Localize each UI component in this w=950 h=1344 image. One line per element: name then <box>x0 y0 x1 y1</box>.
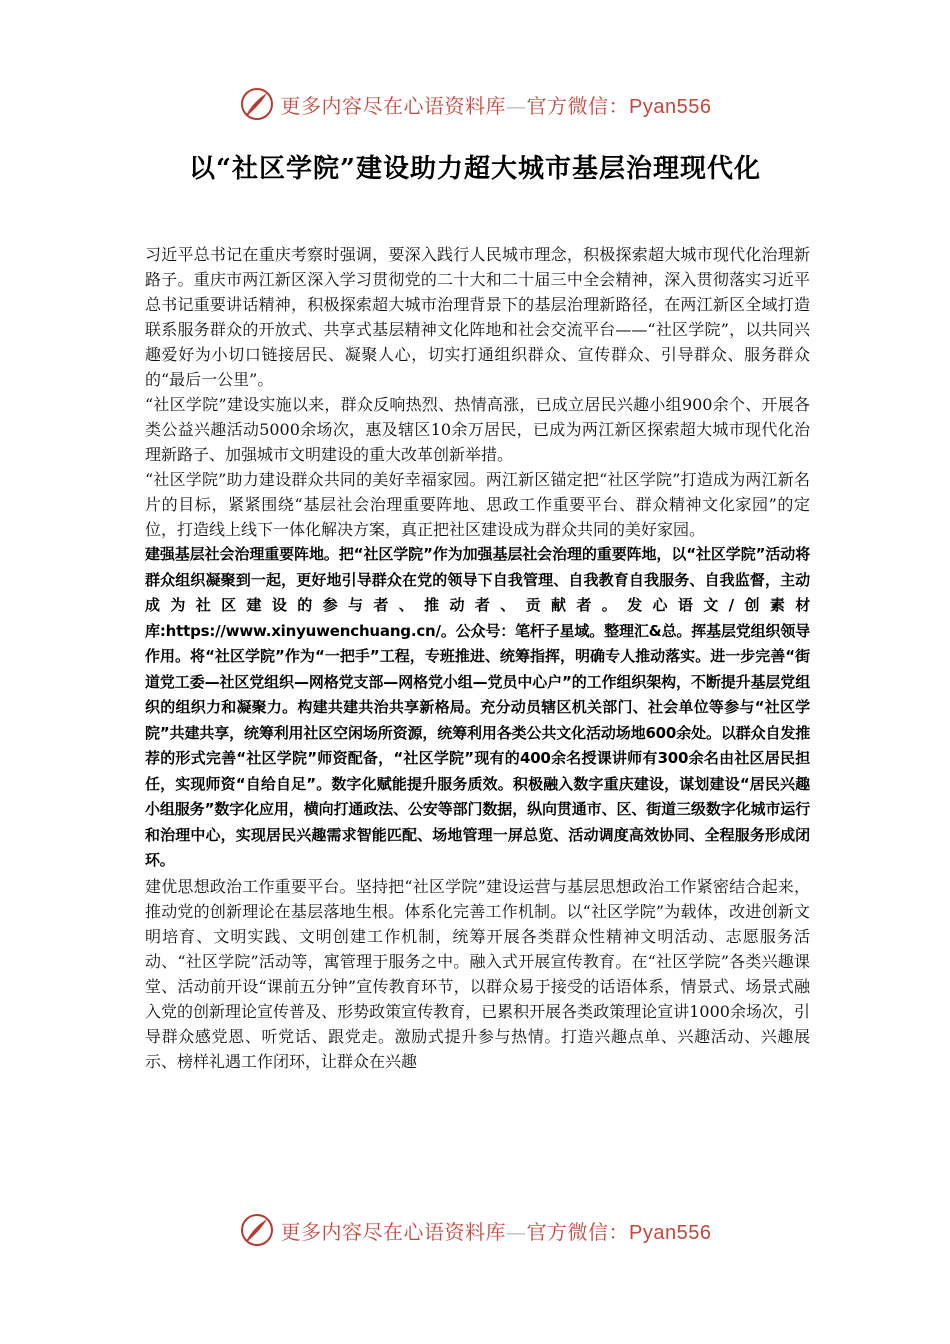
banner-wechat-label: 官方微信： <box>526 1219 630 1244</box>
banner-wechat-label: 官方微信： <box>526 93 630 118</box>
paragraph-2: “社区学院”建设实施以来，群众反响热烈、热情高涨，已成立居民兴趣小组900余个、开展各类公益兴趣活动5000余场次，惠及辖区10余万居民，已成为两江新区探索超大城市现代化治理新路子、加强城市文明建设的重大改革创新举措。 <box>145 395 810 464</box>
banner-wechat-id: Pyan556 <box>629 95 712 118</box>
banner-dash: — <box>506 93 527 118</box>
paragraph-4: 建强基层社会治理重要阵地。把“社区学院”作为加强基层社会治理的重要阵地，以“社区学院”活动将群众组织凝聚到一起，更好地引导群众在党的领导下自我管理、自我教育自我服务、自我监督，主动成为社区建设的参与者、推动者、贡献者。发心语文/创素材库:https://www.xinyuwenchuang.cn/。公众号：笔杆子星域。整理汇&总。挥基层党组织领导作用。将“社区学院”作为“一把手”工程，专班推进、统筹指挥，明确专人推动落实。进一步完善“街道党工委—社区党组织—网格党支部—网格党小组—党员中心户”的工作组织架构，不断提升基层党组织的组织力和凝聚力。构建共建共治共享新格局。充分动员辖区机关部门、社会单位等参与“社区学院”共建共享，统筹利用社区空闲场所资源，统筹利用各类公共文化活动场地600余处。以群众自发推荐的形式完善“社区学院”师资配备，“社区学院”现有的400余名授课讲师有300余名由社区居民担任，实现师资“自给自足”。数字化赋能提升服务质效。积极融入数字重庆建设，谋划建设“居民兴趣小组服务”数字化应用，横向打通政法、公安等部门数据，纵向贯通市、区、街道三级数字化城市运行和治理中心，实现居民兴趣需求智能匹配、场地管理一屏总览、活动调度高效协同、全程服务形成闭环。 <box>145 545 810 869</box>
header-banner <box>0 82 950 126</box>
banner-wechat-id: Pyan556 <box>629 1221 712 1244</box>
page-title: 以“社区学院”建设助力超大城市基层治理现代化 <box>189 154 761 184</box>
footer-banner <box>0 1208 950 1252</box>
banner-dash: — <box>506 1219 527 1244</box>
paragraph-3: “社区学院”助力建设群众共同的美好幸福家园。两江新区锚定把“社区学院”打造成为两江新名片的目标，紧紧围绕“基层社会治理重要阵地、思政工作重要平台、群众精神文化家园”的定位，打造线上线下一体化解决方案，真正把社区建设成为群众共同的美好家园。 <box>145 470 810 539</box>
document-body <box>145 242 810 1074</box>
header-banner-text <box>281 90 712 119</box>
quill-logo-icon <box>239 1212 275 1248</box>
banner-library-name: 更多内容尽在心语资料库 <box>280 93 507 118</box>
banner-library-name: 更多内容尽在心语资料库 <box>280 1219 507 1244</box>
paragraph-5: 建优思想政治工作重要平台。坚持把“社区学院”建设运营与基层思想政治工作紧密结合起来，推动党的创新理论在基层落地生根。体系化完善工作机制。以“社区学院”为载体，改进创新文明培育、文明实践、文明创建工作机制，统筹开展各类群众性精神文明活动、志愿服务活动、“社区学院”活动等，寓管理于服务之中。融入式开展宣传教育。在“社区学院”各类兴趣课堂、活动前开设“课前五分钟”宣传教育环节，以群众易于接受的话语体系，情景式、场景式融入党的创新理论宣传普及、形势政策宣传教育，已累积开展各类政策理论宣讲1000余场次，引导群众感党恩、听党话、跟党走。激励式提升参与热情。打造兴趣点单、兴趣活动、兴趣展示、榜样礼遇工作闭环，让群众在兴趣 <box>145 876 810 1071</box>
footer-banner-text <box>281 1216 712 1245</box>
quill-logo-icon <box>239 86 275 122</box>
paragraph-1: 习近平总书记在重庆考察时强调，要深入践行人民城市理念，积极探索超大城市现代化治理新路子。重庆市两江新区深入学习贯彻党的二十大和二十届三中全会精神，深入贯彻落实习近平总书记重要讲话精神，积极探索超大城市治理背景下的基层治理新路径，在两江新区全域打造联系服务群众的开放式、共享式基层精神文化阵地和社会交流平台——“社区学院”，以共同兴趣爱好为小切口链接居民、凝聚人心，切实打通组织群众、宣传群众、引导群众、服务群众的“最后一公里”。 <box>145 245 810 389</box>
